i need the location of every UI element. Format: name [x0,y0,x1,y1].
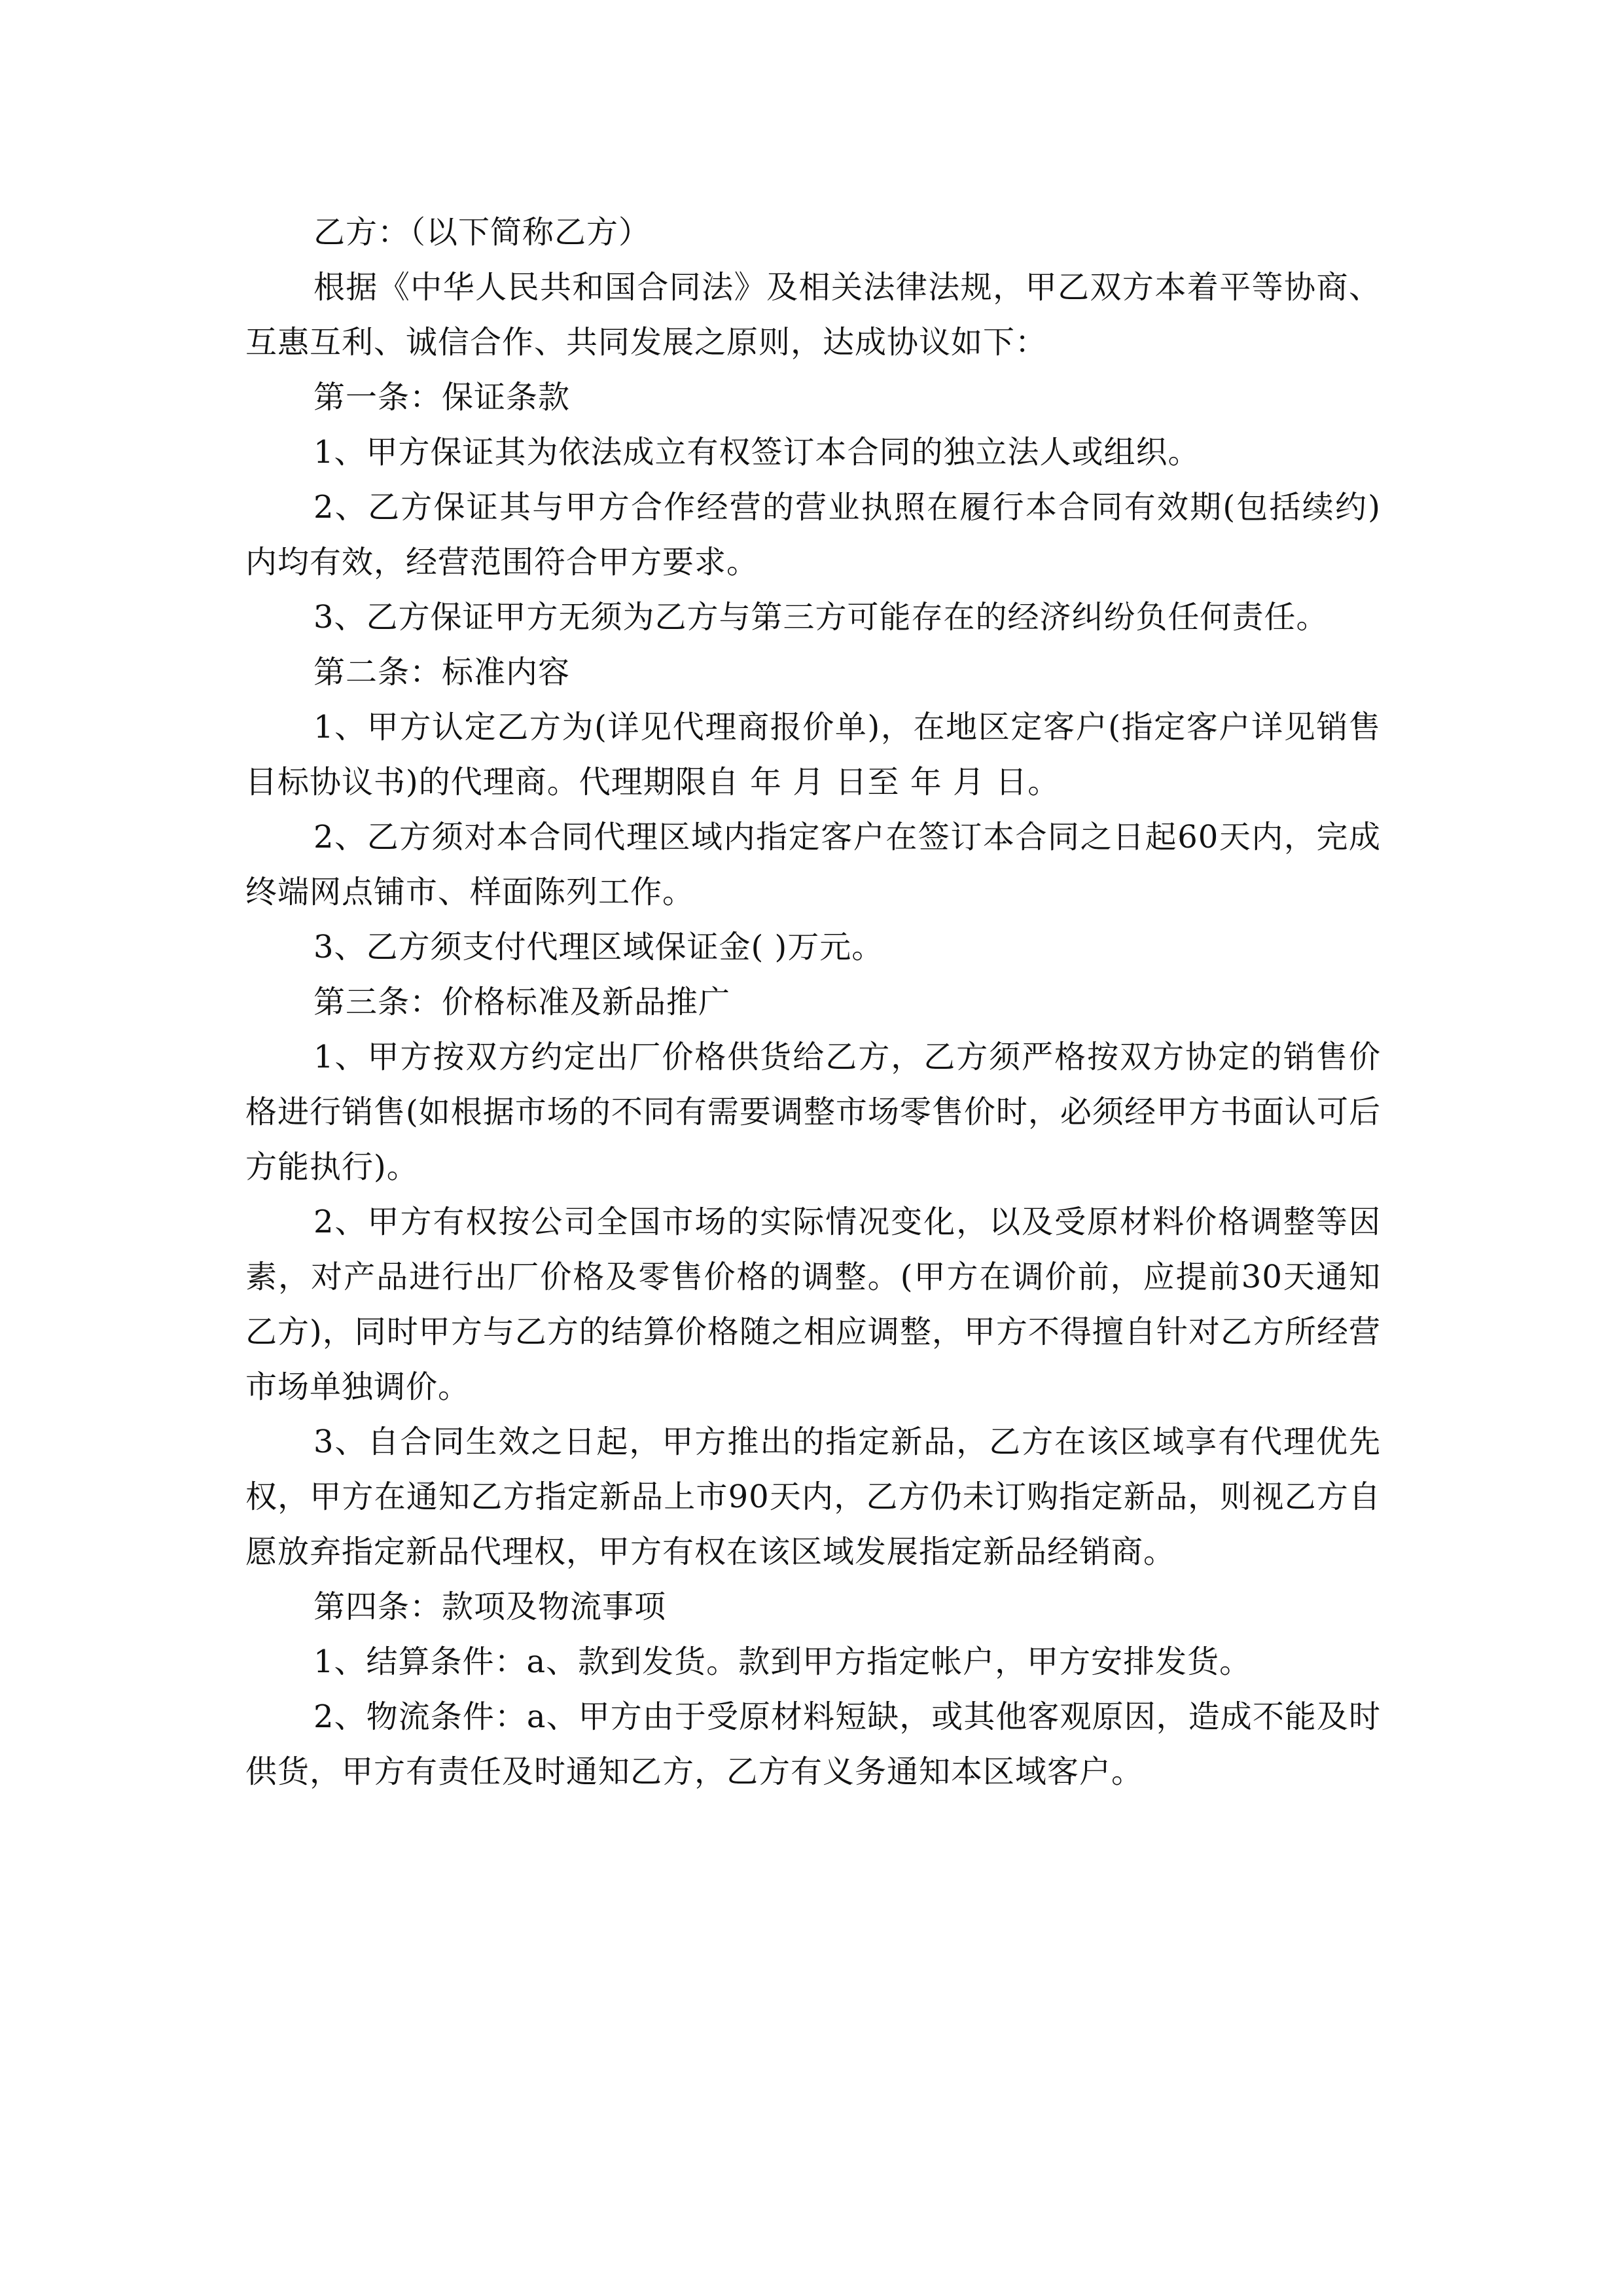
preamble-paragraph: 根据《中华人民共和国合同法》及相关法律法规，甲乙双方本着平等协商、互惠互利、诚信合作、共同发展之原则，达成协议如下： [245,269,1381,361]
party-b-line: 乙方：（以下简称乙方） [313,214,651,251]
article-3-clause-3: 3、自合同生效之日起，甲方推出的指定新品，乙方在该区域享有代理优先权，甲方在通知乙方指定新品上市90天内，乙方仍未订购指定新品，则视乙方自愿放弃指定新品代理权，甲方有权在该区域发展指定新品经销商。 [245,1424,1381,1570]
article-4-heading: 第四条：款项及物流事项 [313,1588,667,1625]
article-1-clause-2: 2、乙方保证其与甲方合作经营的营业执照在履行本合同有效期(包括续约)内均有效，经营范围符合甲方要求。 [245,489,1381,581]
article-4-clause-2: 2、物流条件：a、甲方由于受原材料短缺，或其他客观原因，造成不能及时供货，甲方有责任及时通知乙方，乙方有义务通知本区域客户。 [245,1698,1381,1790]
article-1-clause-1: 1、甲方保证其为依法成立有权签订本合同的独立法人或组织。 [313,434,1200,471]
article-3-clause-1: 1、甲方按双方约定出厂价格供货给乙方，乙方须严格按双方协定的销售价格进行销售(如根据市场的不同有需要调整市场零售价时，必须经甲方书面认可后方能执行)。 [245,1039,1381,1185]
article-3-heading: 第三条：价格标准及新品推广 [313,984,731,1020]
article-2-heading: 第二条：标准内容 [313,654,571,691]
document-body [245,205,1381,1799]
article-2-clause-1: 1、甲方认定乙方为(详见代理商报价单)，在地区定客户(指定客户详见销售目标协议书)的代理商。代理期限自 年 月 日至 年 月 日。 [245,709,1381,800]
article-2-clause-3: 3、乙方须支付代理区域保证金( )万元。 [313,929,884,965]
article-3-clause-2: 2、甲方有权按公司全国市场的实际情况变化，以及受原材料价格调整等因素，对产品进行出厂价格及零售价格的调整。(甲方在调价前，应提前30天通知乙方)，同时甲方与乙方的结算价格随之相应调整，甲方不得擅自针对乙方所经营市场单独调价。 [245,1204,1381,1405]
article-4-clause-1: 1、结算条件：a、款到发货。款到甲方指定帐户，甲方安排发货。 [313,1643,1252,1680]
article-1-heading: 第一条：保证条款 [313,379,571,416]
article-1-clause-3: 3、乙方保证甲方无须为乙方与第三方可能存在的经济纠纷负任何责任。 [313,599,1329,636]
article-2-clause-2: 2、乙方须对本合同代理区域内指定客户在签订本合同之日起60天内，完成终端网点铺市、样面陈列工作。 [245,819,1381,910]
